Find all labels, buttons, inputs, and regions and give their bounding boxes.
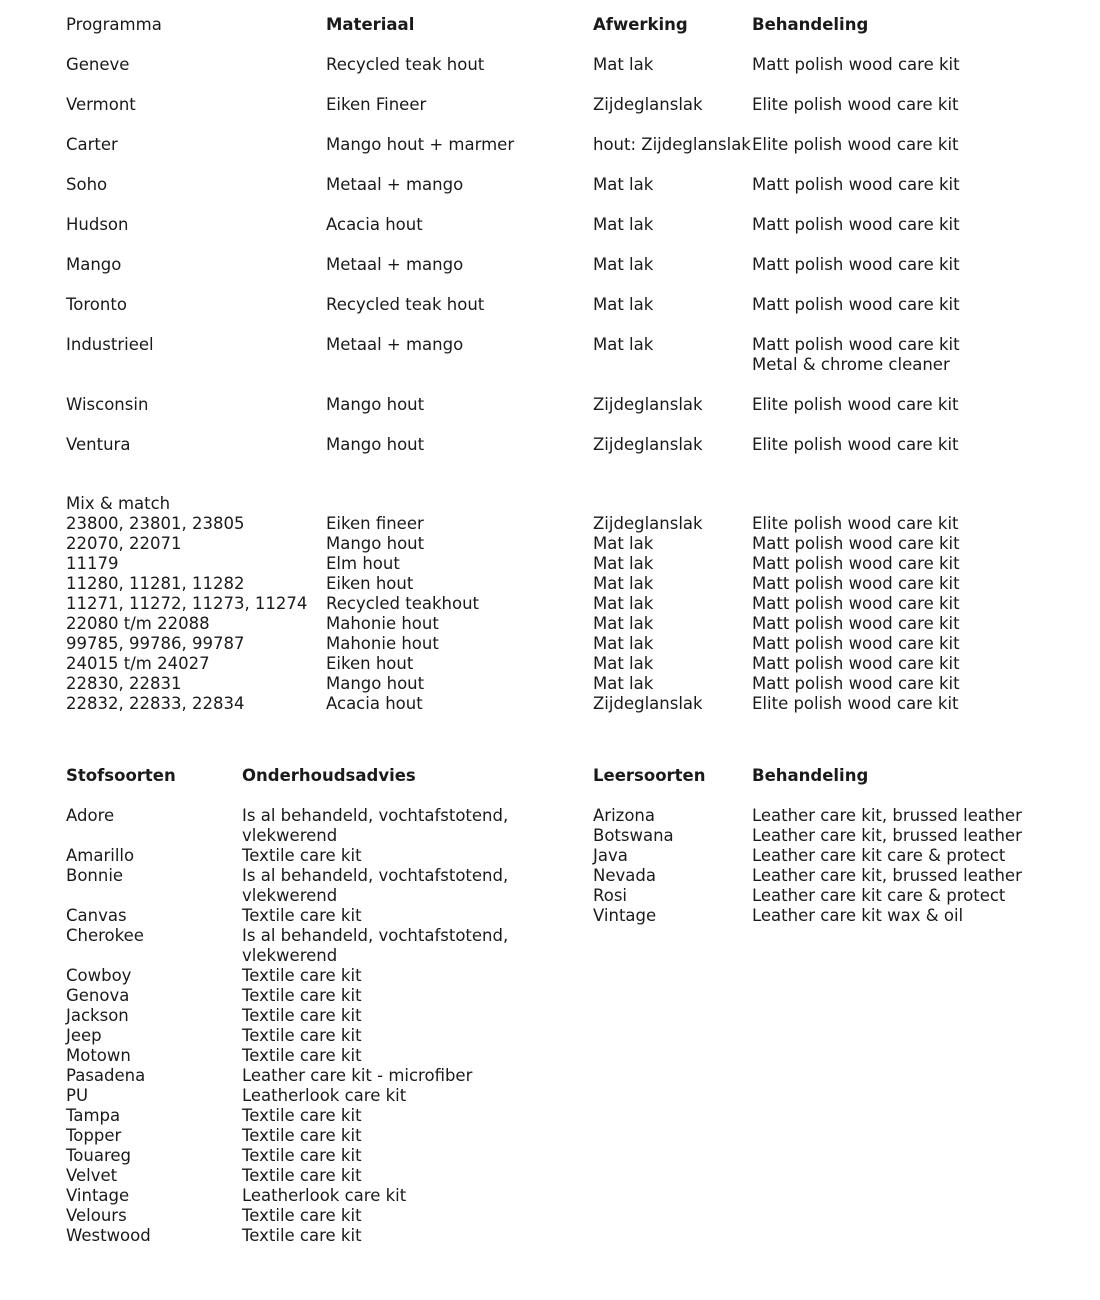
maintenance-advice: Leatherlook care kit [242, 1086, 407, 1105]
list-item [0, 1046, 1100, 1066]
table-row [0, 614, 1100, 634]
maintenance-advice: Textile care kit [242, 1166, 362, 1185]
treatment: Matt polish wood care kit [752, 674, 960, 693]
leather-treatment: Leather care kit care & protect [752, 886, 1006, 905]
material: Mahonie hout [326, 634, 439, 653]
fabric-name: Motown [66, 1046, 131, 1065]
treatment: Matt polish wood care kit [752, 55, 960, 74]
fabric-name: Cherokee [66, 926, 144, 945]
material: Metaal + mango [326, 255, 464, 274]
fabric-name: PU [66, 1086, 89, 1105]
leather-treatment: Leather care kit, brussed leather [752, 866, 1022, 885]
list-item [0, 1126, 1100, 1146]
treatment: Elite polish wood care kit [752, 95, 959, 114]
table-row [0, 135, 1100, 155]
list-item [0, 1006, 1100, 1026]
header-leather-behandeling: Behandeling [752, 766, 869, 785]
fabric-name: Westwood [66, 1226, 151, 1245]
table-row [0, 534, 1100, 554]
treatment: Matt polish wood care kit [752, 594, 960, 613]
table-row-continuation [0, 355, 1100, 375]
finish: Mat lak [593, 295, 654, 314]
material: Mango hout [326, 674, 425, 693]
treatment: Elite polish wood care kit [752, 514, 959, 533]
maintenance-advice: Textile care kit [242, 1106, 362, 1125]
maintenance-advice: Is al behandeld, vochtafstotend, [242, 926, 509, 945]
leather-name: Nevada [593, 866, 656, 885]
treatment: Elite polish wood care kit [752, 694, 959, 713]
treatment: Matt polish wood care kit [752, 215, 960, 234]
fabric-name: Genova [66, 986, 130, 1005]
maintenance-advice: Textile care kit [242, 1026, 362, 1045]
treatment: Matt polish wood care kit [752, 654, 960, 673]
fabric-name: Cowboy [66, 966, 132, 985]
maintenance-advice: Textile care kit [242, 1146, 362, 1165]
product-codes: 22832, 22833, 22834 [66, 694, 245, 713]
fabric-name: Bonnie [66, 866, 124, 885]
fabric-name: Tampa [66, 1106, 121, 1125]
product-codes: 24015 t/m 24027 [66, 654, 210, 673]
material: Metaal + mango [326, 335, 464, 354]
list-item [0, 926, 1100, 946]
treatment: Matt polish wood care kit [752, 574, 960, 593]
header-behandeling: Behandeling [752, 15, 869, 34]
maintenance-advice: Leather care kit - microfiber [242, 1066, 473, 1085]
finish: Zijdeglanslak [593, 435, 703, 454]
header-leersoorten: Leersoorten [593, 766, 706, 785]
mix-match-title-row [0, 494, 1100, 514]
material: Metaal + mango [326, 175, 464, 194]
list-item [0, 1146, 1100, 1166]
table-row [0, 55, 1100, 75]
finish: Mat lak [593, 674, 654, 693]
table-row [0, 255, 1100, 275]
programma-header-row [0, 15, 1100, 35]
fabric-name: Pasadena [66, 1066, 146, 1085]
maintenance-advice-extra: vlekwerend [242, 946, 338, 965]
material: Eiken Fineer [326, 95, 427, 114]
list-item [0, 1186, 1100, 1206]
finish: Zijdeglanslak [593, 694, 703, 713]
table-row [0, 435, 1100, 455]
program-name: Toronto [66, 295, 127, 314]
fabric-name: Touareg [66, 1146, 131, 1165]
finish: Mat lak [593, 255, 654, 274]
header-stofsoorten: Stofsoorten [66, 766, 176, 785]
list-item [0, 1026, 1100, 1046]
leather-name: Rosi [593, 886, 627, 905]
list-item [0, 1106, 1100, 1126]
finish: Mat lak [593, 574, 654, 593]
leather-name: Java [593, 846, 628, 865]
treatment: Elite polish wood care kit [752, 435, 959, 454]
treatment: Matt polish wood care kit [752, 614, 960, 633]
material: Recycled teak hout [326, 295, 485, 314]
treatment: Matt polish wood care kit [752, 335, 960, 354]
table-row [0, 574, 1100, 594]
fabric-leather-header-row [0, 766, 1100, 786]
list-item [0, 966, 1100, 986]
table-row [0, 674, 1100, 694]
treatment: Matt polish wood care kit [752, 175, 960, 194]
finish: Mat lak [593, 175, 654, 194]
fabric-name: Jackson [66, 1006, 129, 1025]
maintenance-advice: Textile care kit [242, 1006, 362, 1025]
maintenance-advice: Is al behandeld, vochtafstotend, [242, 806, 509, 825]
table-row [0, 694, 1100, 714]
product-codes: 11271, 11272, 11273, 11274 [66, 594, 308, 613]
material: Mango hout + marmer [326, 135, 515, 154]
finish: Mat lak [593, 634, 654, 653]
leather-name: Botswana [593, 826, 674, 845]
table-row [0, 395, 1100, 415]
list-item-continuation [0, 946, 1100, 966]
table-row [0, 295, 1100, 315]
material: Acacia hout [326, 215, 423, 234]
treatment: Elite polish wood care kit [752, 395, 959, 414]
header-afwerking: Afwerking [593, 15, 688, 34]
maintenance-advice: Textile care kit [242, 1126, 362, 1145]
leather-treatment: Leather care kit wax & oil [752, 906, 964, 925]
maintenance-advice: Textile care kit [242, 846, 362, 865]
leather-name: Vintage [593, 906, 657, 925]
table-row [0, 175, 1100, 195]
material: Eiken fineer [326, 514, 424, 533]
maintenance-advice: Textile care kit [242, 1206, 362, 1225]
material: Elm hout [326, 554, 400, 573]
material: Mango hout [326, 435, 425, 454]
material: Eiken hout [326, 574, 414, 593]
finish: Zijdeglanslak [593, 514, 703, 533]
finish: Zijdeglanslak [593, 395, 703, 414]
table-row [0, 335, 1100, 355]
table-row [0, 215, 1100, 235]
fabric-name: Adore [66, 806, 115, 825]
treatment: Matt polish wood care kit [752, 295, 960, 314]
finish: Zijdeglanslak [593, 95, 703, 114]
list-item [0, 1226, 1100, 1246]
mix-match-title: Mix & match [66, 494, 171, 513]
finish: Mat lak [593, 215, 654, 234]
finish: Mat lak [593, 614, 654, 633]
program-name: Hudson [66, 215, 129, 234]
program-name: Ventura [66, 435, 131, 454]
maintenance-advice: Leatherlook care kit [242, 1186, 407, 1205]
maintenance-advice-extra: vlekwerend [242, 886, 338, 905]
maintenance-advice: Textile care kit [242, 966, 362, 985]
fabric-name: Vintage [66, 1186, 130, 1205]
treatment: Matt polish wood care kit [752, 534, 960, 553]
maintenance-advice-extra: vlekwerend [242, 826, 338, 845]
product-codes: 99785, 99786, 99787 [66, 634, 245, 653]
finish: Mat lak [593, 55, 654, 74]
leather-name: Arizona [593, 806, 655, 825]
product-codes: 11280, 11281, 11282 [66, 574, 245, 593]
fabric-name: Amarillo [66, 846, 135, 865]
list-item [0, 986, 1100, 1006]
program-name: Soho [66, 175, 108, 194]
table-row [0, 514, 1100, 534]
fabric-name: Topper [66, 1126, 122, 1145]
fabric-name: Jeep [66, 1026, 102, 1045]
material: Mango hout [326, 395, 425, 414]
product-codes: 22830, 22831 [66, 674, 182, 693]
leather-treatment: Leather care kit, brussed leather [752, 826, 1022, 845]
program-name: Carter [66, 135, 118, 154]
finish: Mat lak [593, 534, 654, 553]
material: Eiken hout [326, 654, 414, 673]
product-codes: 22070, 22071 [66, 534, 182, 553]
header-materiaal: Materiaal [326, 15, 415, 34]
material: Acacia hout [326, 694, 423, 713]
table-row [0, 95, 1100, 115]
list-item [0, 846, 1100, 866]
material: Recycled teak hout [326, 55, 485, 74]
treatment-extra: Metal & chrome cleaner [752, 355, 950, 374]
program-name: Wisconsin [66, 395, 149, 414]
finish: Mat lak [593, 594, 654, 613]
maintenance-advice: Textile care kit [242, 1046, 362, 1065]
treatment: Matt polish wood care kit [752, 554, 960, 573]
list-item [0, 1086, 1100, 1106]
treatment: Matt polish wood care kit [752, 634, 960, 653]
maintenance-advice: Textile care kit [242, 906, 362, 925]
product-codes: 22080 t/m 22088 [66, 614, 210, 633]
table-row [0, 594, 1100, 614]
list-item [0, 806, 1100, 826]
list-item [0, 866, 1100, 886]
list-item [0, 906, 1100, 926]
table-row [0, 654, 1100, 674]
program-name: Industrieel [66, 335, 154, 354]
material: Recycled teakhout [326, 594, 480, 613]
list-item [0, 1166, 1100, 1186]
header-programma: Programma [66, 15, 162, 34]
finish: hout: Zijdeglanslak [593, 135, 751, 154]
list-item [0, 826, 1100, 846]
finish: Mat lak [593, 335, 654, 354]
maintenance-advice: Textile care kit [242, 986, 362, 1005]
leather-treatment: Leather care kit, brussed leather [752, 806, 1022, 825]
fabric-name: Canvas [66, 906, 127, 925]
material: Mango hout [326, 534, 425, 553]
product-codes: 11179 [66, 554, 119, 573]
program-name: Mango [66, 255, 122, 274]
finish: Mat lak [593, 654, 654, 673]
leather-treatment: Leather care kit care & protect [752, 846, 1006, 865]
program-name: Geneve [66, 55, 130, 74]
list-item [0, 1206, 1100, 1226]
list-item [0, 886, 1100, 906]
fabric-name: Velours [66, 1206, 127, 1225]
program-name: Vermont [66, 95, 136, 114]
maintenance-advice: Textile care kit [242, 1226, 362, 1245]
header-onderhoudsadvies: Onderhoudsadvies [242, 766, 416, 785]
table-row [0, 554, 1100, 574]
treatment: Matt polish wood care kit [752, 255, 960, 274]
fabric-name: Velvet [66, 1166, 118, 1185]
list-item [0, 1066, 1100, 1086]
treatment: Elite polish wood care kit [752, 135, 959, 154]
finish: Mat lak [593, 554, 654, 573]
product-codes: 23800, 23801, 23805 [66, 514, 245, 533]
table-row [0, 634, 1100, 654]
maintenance-advice: Is al behandeld, vochtafstotend, [242, 866, 509, 885]
material: Mahonie hout [326, 614, 439, 633]
